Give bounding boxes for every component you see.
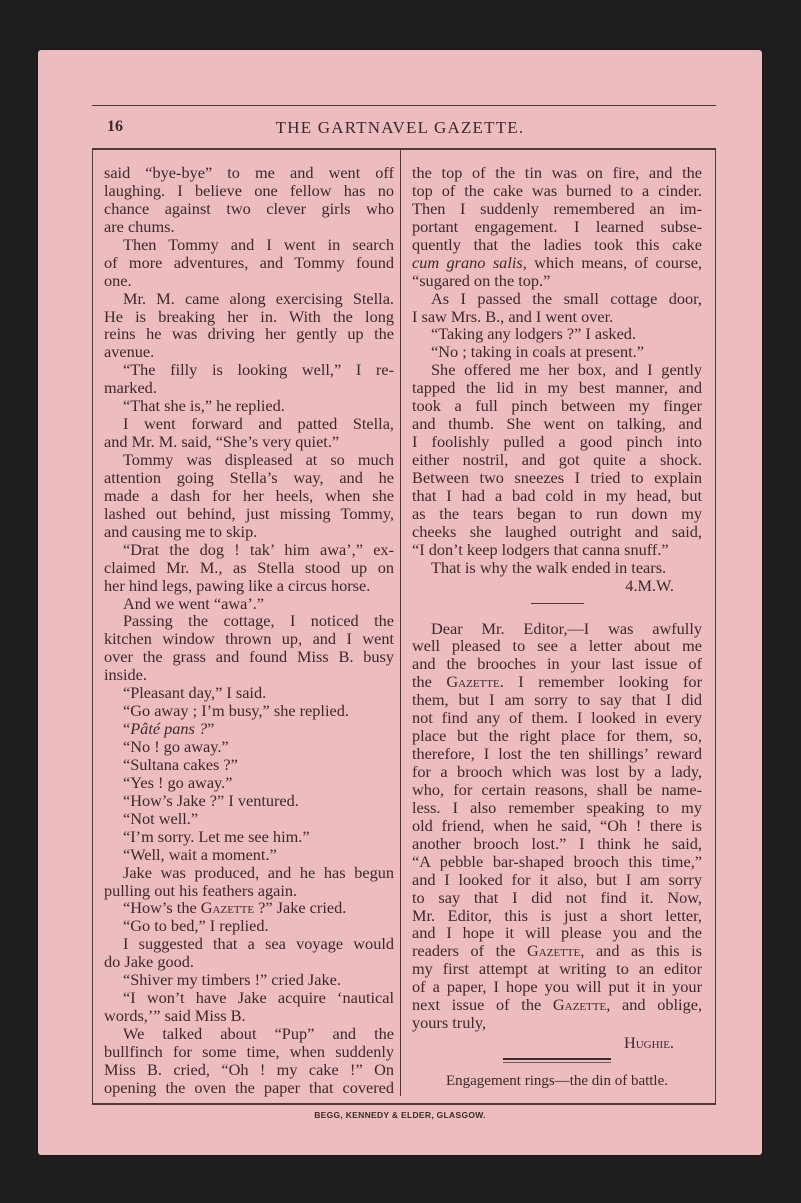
text-line: And we went “awa’.” <box>123 593 265 613</box>
text-line: chance against two clever girls who <box>104 198 394 218</box>
story-continuation <box>412 164 702 577</box>
text-line: well pleased to see a letter about me <box>412 636 702 656</box>
text-line: “Well, wait a moment.” <box>123 844 277 864</box>
text-line: “I’m sorry. Let me see him.” <box>123 826 310 846</box>
text-line: kitchen window thrown up, and I went <box>104 629 394 649</box>
text-line: words,’” said Miss B. <box>104 1006 246 1026</box>
paragraph <box>104 451 394 541</box>
text-line: “How’s the Gazette ?” Jake cried. <box>123 898 347 918</box>
text-line: and Mr. M. said, “She’s very quiet.” <box>104 432 340 452</box>
bottom-rule <box>92 1103 716 1105</box>
paragraph <box>104 935 394 971</box>
text-line: I foolishly pulled a good pinch into <box>412 432 702 452</box>
letter-to-editor <box>412 620 702 1033</box>
text-line: either nostril, and got quite a shock. <box>412 450 702 469</box>
text-line: as the tears began to run down my <box>412 503 702 523</box>
text-line: “The filly is looking well,” I re- <box>123 360 394 380</box>
frame-left-line <box>92 148 93 1104</box>
text-line: “I don’t keep lodgers that canna snuff.” <box>412 539 669 559</box>
text-line: “Go to bed,” I replied. <box>123 916 269 936</box>
text-line: “Sultana cakes ?” <box>123 754 238 774</box>
text-line: “Pleasant day,” I said. <box>123 683 267 703</box>
text-line: for a brooch which was lost by a lady, <box>412 762 702 781</box>
text-line: the Gazette. I remember looking for <box>412 672 702 692</box>
header-rule <box>92 148 716 150</box>
text-line: made a dash for her heels, when she <box>104 485 394 505</box>
paragraph <box>104 756 394 774</box>
left-column <box>104 164 394 1097</box>
text-line: top of the cake was burned to a cinder. <box>412 180 702 200</box>
text-line: marked. <box>104 378 157 398</box>
text-line: “No ; taking in coals at present.” <box>431 342 644 362</box>
text-line: not find any of them. I looked in every <box>412 708 702 728</box>
text-line: She offered me her box, and I gently <box>431 360 702 380</box>
page-title: THE GARTNAVEL GAZETTE. <box>275 118 525 137</box>
paragraph <box>104 917 394 935</box>
paragraph <box>412 559 702 577</box>
text-line: and causing me to skip. <box>104 521 258 541</box>
text-line: Tommy was displeased at so much <box>123 450 394 469</box>
text-line: less. I also remember speaking to my <box>412 797 702 817</box>
text-line: “Go away ; I’m busy,” she replied. <box>123 701 349 721</box>
paragraph <box>104 792 394 810</box>
text-line: “Shiver my timbers !” cried Jake. <box>123 970 341 990</box>
paragraph <box>104 989 394 1025</box>
text-line: cum grano salis, which means, of course, <box>412 252 702 272</box>
text-line: lashed out behind, just missing Tommy, <box>104 503 394 523</box>
paragraph <box>104 828 394 846</box>
text-line: do Jake good. <box>104 952 194 972</box>
text-line: and the brooches in your last issue of <box>412 654 702 674</box>
paragraph <box>104 971 394 989</box>
text-line: As I passed the small cottage door, <box>431 288 702 308</box>
text-line: laughing. I believe one fellow has no <box>104 180 394 200</box>
text-line: Then I suddenly remembered an im- <box>412 198 702 218</box>
text-line: tapped the lid in my best manner, and <box>412 378 702 398</box>
paragraph <box>104 612 394 684</box>
text-line: that I had a bad cold in my head, but <box>412 485 702 505</box>
paragraph <box>412 620 702 1033</box>
epigram: Engagement rings—the din of battle. <box>445 1073 669 1089</box>
paragraph <box>104 290 394 362</box>
text-line: attention going Stella’s way, and he <box>104 467 394 487</box>
text-line: reins he was driving her gently up the <box>104 324 394 344</box>
page-number: 16 <box>107 118 123 135</box>
text-line: bullfinch for some time, when suddenly <box>104 1041 394 1061</box>
paragraph <box>104 595 394 613</box>
story-signature: 4.M.W. <box>625 575 674 595</box>
text-line: and thumb. She went on talking, and <box>412 414 702 434</box>
text-line: Passing the cottage, I noticed the <box>123 611 394 631</box>
text-line: “No ! go away.” <box>123 737 229 756</box>
right-column <box>412 164 702 1091</box>
printer-imprint: BEGG, KENNEDY & ELDER, GLASGOW. <box>314 1110 486 1120</box>
paragraph <box>104 236 394 290</box>
gazette-page <box>38 50 762 1155</box>
column-divider <box>400 148 401 1096</box>
text-line: one. <box>104 270 132 290</box>
paragraph <box>104 899 394 917</box>
text-line: next issue of the Gazette, and oblige, <box>412 995 703 1015</box>
paragraph <box>104 164 394 236</box>
paragraph <box>104 684 394 702</box>
text-line: portant engagement. I learned subse- <box>412 216 702 236</box>
paragraph <box>104 397 394 415</box>
text-line: cheeks she laughed outright and said, <box>412 521 702 541</box>
text-line: yours truly, <box>412 1013 487 1033</box>
text-line: opening the oven the paper that covered <box>104 1077 394 1097</box>
text-line: readers of the Gazette, and as this is <box>412 941 702 961</box>
text-line: my first attempt at writing to an editor <box>412 959 702 979</box>
text-line: Between two sneezes I tried to explain <box>412 467 702 487</box>
paragraph <box>412 343 702 361</box>
text-line: and I hope it will please you and the <box>412 923 702 943</box>
frame-right-line <box>715 148 716 1104</box>
paragraph <box>104 720 394 738</box>
text-line: who, for certain reasons, shall be name- <box>412 779 702 799</box>
text-line: of a paper, I hope you will put it in your <box>412 977 702 997</box>
text-line: I went forward and patted Stella, <box>123 414 394 434</box>
text-line: I saw Mrs. B., and I went over. <box>412 306 614 326</box>
letter-signature: Hughie. <box>623 1033 674 1053</box>
paragraph <box>412 290 702 326</box>
text-line: Mr. M. came along exercising Stella. <box>123 288 394 308</box>
paragraph <box>104 702 394 720</box>
paragraph <box>104 361 394 397</box>
text-line: therefore, I lost the ten shillings’ reward <box>412 744 702 764</box>
text-line: pulling out his feathers again. <box>104 880 298 900</box>
text-line: said “bye-bye” to me and went off <box>104 163 394 182</box>
text-line: Miss B. cried, “Oh ! my cake !” On <box>104 1059 394 1079</box>
text-line: “How’s Jake ?” I ventured. <box>123 790 299 810</box>
text-line: “Not well.” <box>123 808 199 828</box>
top-rule <box>92 105 716 106</box>
paragraph <box>412 164 702 290</box>
text-line: That is why the walk ended in tears. <box>431 557 667 577</box>
text-line: to say that I did not find it. Now, <box>412 887 702 907</box>
text-line: Mr. Editor, this is just a short letter, <box>412 905 702 925</box>
text-line: He is breaking her in. With the long <box>104 306 394 326</box>
text-line: “I won’t have Jake acquire ‘nautical <box>123 988 394 1008</box>
text-line: over the grass and found Miss B. busy <box>104 647 394 667</box>
text-line: inside. <box>104 665 147 685</box>
paragraph <box>104 415 394 451</box>
text-line: “sugared on the top.” <box>412 270 551 290</box>
text-line: old friend, when he said, “Oh ! there is <box>412 815 702 835</box>
text-line: Dear Mr. Editor,—I was awfully <box>431 618 702 638</box>
paragraph <box>412 325 702 343</box>
text-line: “Drat the dog ! tak’ him awa’,” ex- <box>123 539 394 559</box>
text-line: avenue. <box>104 342 155 362</box>
text-line: “That she is,” he replied. <box>123 396 285 416</box>
double-rule <box>503 1058 611 1063</box>
text-line: I suggested that a sea voyage would <box>123 934 394 954</box>
paragraph <box>104 1025 394 1097</box>
text-line: “Pâté pans ?” <box>123 719 215 739</box>
text-line: and I looked for it also, but I am sorry <box>412 869 702 889</box>
paragraph <box>104 810 394 828</box>
text-line: Jake was produced, and he has begun <box>123 862 394 882</box>
text-line: the top of the tin was on fire, and the <box>412 163 702 182</box>
paragraph <box>104 864 394 900</box>
paragraph <box>104 738 394 756</box>
text-line: took a full pinch between my finger <box>412 396 702 416</box>
text-line: of more adventures, and Tommy found <box>104 252 394 272</box>
text-line: quently that the ladies took this cake <box>412 234 702 254</box>
text-line: another brooch lost.” I think he said, <box>412 833 702 853</box>
text-line: place but the right place for them, so, <box>412 726 702 746</box>
paragraph <box>412 361 702 558</box>
paragraph <box>104 846 394 864</box>
text-line: Then Tommy and I went in search <box>123 234 394 254</box>
text-line: are chums. <box>104 216 175 236</box>
text-line: We talked about “Pup” and the <box>123 1024 394 1043</box>
text-line: “A pebble bar-shaped brooch this time,” <box>412 851 702 871</box>
text-line: “Yes ! go away.” <box>123 772 233 792</box>
text-line: claimed Mr. M., as Stella stood up on <box>104 557 394 577</box>
text-line: “Taking any lodgers ?” I asked. <box>431 324 637 344</box>
text-line: them, but I am sorry to say that I did <box>412 690 702 710</box>
paragraph <box>104 774 394 792</box>
text-line: her hind legs, pawing like a circus horse. <box>104 575 371 595</box>
section-separator <box>531 603 584 604</box>
paragraph <box>104 541 394 595</box>
